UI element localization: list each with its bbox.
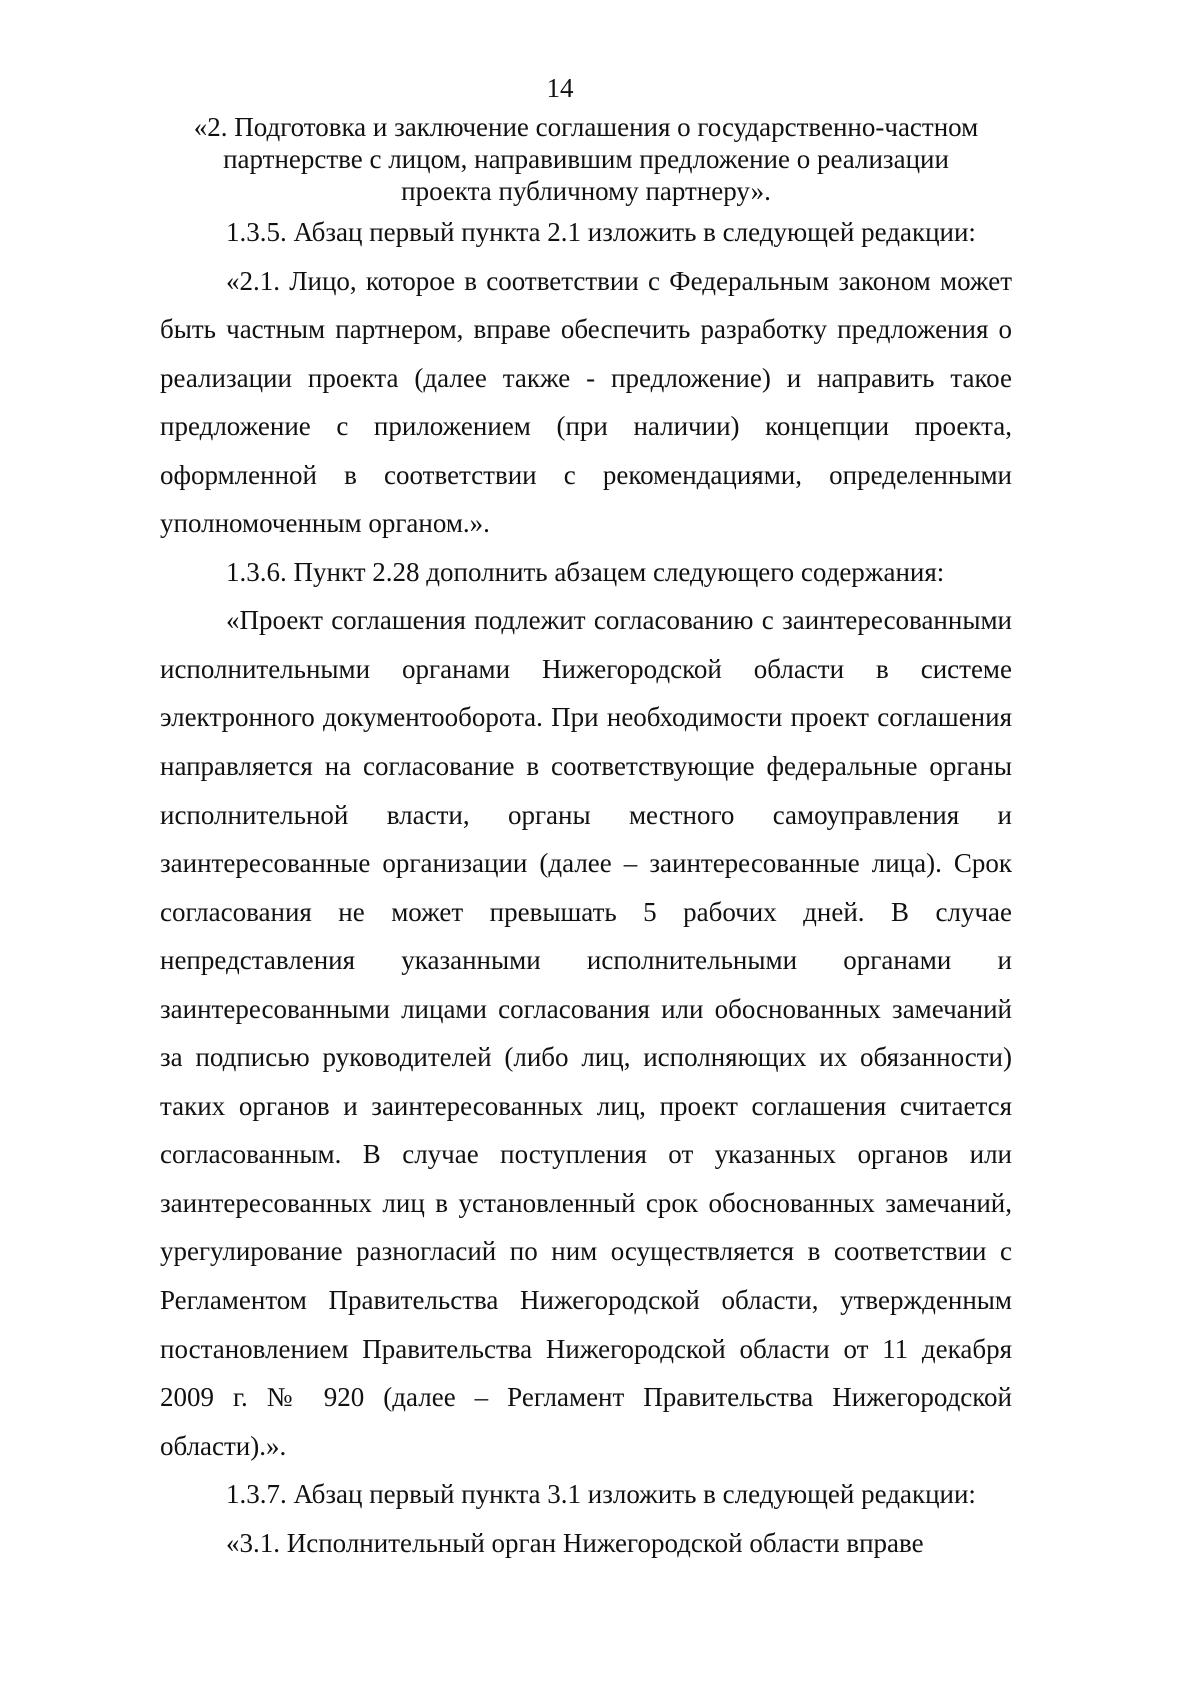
heading-line: «2. Подготовка и заключение соглашения о государственно-частном: [193, 112, 979, 142]
document-body: [160, 208, 1012, 1567]
heading-line: проекта публичному партнеру».: [401, 176, 771, 206]
section-heading: [160, 111, 1012, 207]
paragraph-agreement-approval: «Проект соглашения подлежит согласованию с заинтересованными исполнительными органами Нижегородской области в системе электронного документооборота. При необходимости проект соглашения направляется на согласование в соответствующие федеральные органы исполнительной власти, органы местного самоуправления и заинтересованные организации (далее – заинтересованные лица). Срок согласования не может превышать 5 рабочих дней. В случае непредставления указанными исполнительными органами и заинтересованными лицами согласования или обоснованных замечаний за подписью руководителей (либо лиц, исполняющих их обязанности) таких органов и заинтересованных лиц, проект соглашения считается согласованным. В случае поступления от указанных органов или заинтересованных лиц в установленный срок обоснованных замечаний, урегулирование разногласий по ним осуществляется в соответствии с Регламентом Правительства Нижегородской области, утвержденным постановлением Правительства Нижегородской области от 11 декабря 2009 г. № 920 (далее – Регламент Правительства Нижегородской области).».: [160, 605, 1012, 1461]
paragraph-1-3-7: 1.3.7. Абзац первый пункта 3.1 изложить в следующей редакции:: [226, 1479, 976, 1510]
paragraph-2-1-text: «2.1. Лицо, которое в соответствии с Федеральным законом может быть частным партнером, вправе обеспечить разработку предложения о реализации проекта (далее также - предложение) и направить такое предложение с приложением (при наличии) концепции проекта, оформленной в соответствии с рекомендациями, определенными уполномоченным органом.».: [160, 265, 1012, 539]
heading-line: партнерстве с лицом, направившим предложение о реализации: [223, 144, 949, 174]
paragraph-3-1-text: «3.1. Исполнительный орган Нижегородской области вправе: [226, 1527, 924, 1558]
paragraph-1-3-5: 1.3.5. Абзац первый пункта 2.1 изложить в следующей редакции:: [226, 217, 976, 247]
page-number: 14: [546, 73, 574, 103]
paragraph-1-3-6: 1.3.6. Пункт 2.28 дополнить абзацем следующего содержания:: [226, 556, 945, 587]
